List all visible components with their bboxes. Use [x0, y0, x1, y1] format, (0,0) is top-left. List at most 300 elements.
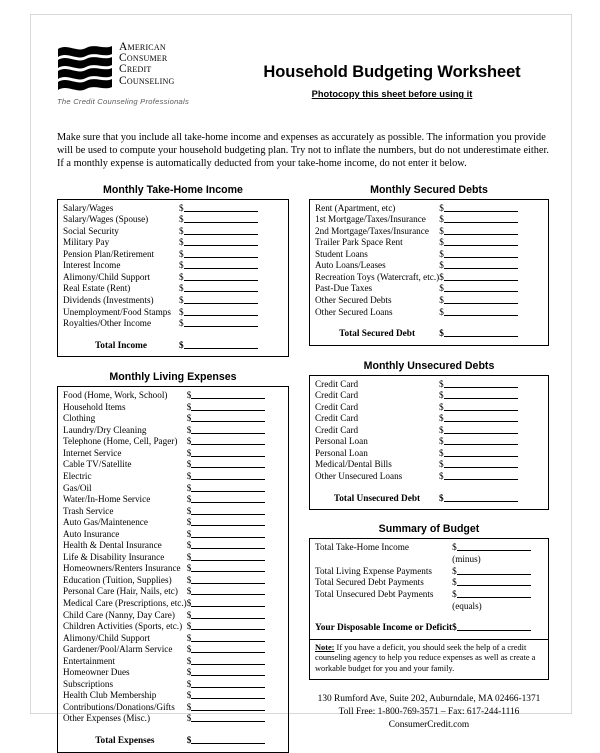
currency-symbol: $ [186, 655, 192, 666]
line-item-row [63, 260, 283, 272]
line-item-label: Credit Card [315, 390, 359, 401]
summary-amount-field[interactable] [452, 589, 543, 601]
line-item-amount-field[interactable] [179, 249, 283, 261]
blank-line[interactable] [184, 340, 258, 349]
note-label: Note: [315, 642, 335, 652]
secured-total-field[interactable] [439, 327, 543, 341]
line-item-amount-field[interactable] [439, 471, 543, 483]
line-item-label: Laundry/Dry Cleaning [63, 424, 147, 435]
blank-line[interactable] [444, 493, 518, 502]
blank-line[interactable] [191, 575, 265, 584]
expenses-total-field[interactable] [187, 734, 283, 748]
line-item-row [63, 598, 283, 610]
currency-symbol: $ [439, 413, 444, 424]
currency-symbol: $ [186, 574, 192, 585]
currency-symbol: $ [439, 390, 444, 401]
currency-symbol: $ [452, 577, 457, 588]
line-item-amount-field[interactable] [439, 307, 543, 319]
line-item-label: Royalties/Other Income [63, 318, 152, 329]
line-item-label: Health Club Membership [63, 690, 157, 701]
line-item-row [63, 540, 283, 552]
blank-line[interactable] [184, 307, 258, 316]
currency-symbol: $ [186, 632, 192, 643]
blank-line[interactable] [444, 425, 518, 434]
summary-result-label: Your Disposable Income or Deficit [315, 622, 453, 633]
summary-amount-field[interactable] [452, 542, 543, 554]
line-item-amount-field[interactable] [187, 713, 283, 725]
line-item-amount-field[interactable] [187, 390, 283, 402]
blank-line[interactable] [191, 494, 265, 503]
intro-line: Make sure that you include all take-home income and expenses as accurately as possible. The information you provide [57, 132, 546, 143]
line-item-label: Homeowners/Renters Insurance [63, 563, 181, 574]
line-item-row [315, 471, 543, 483]
line-item-label: Entertainment [63, 655, 116, 666]
currency-symbol: $ [179, 306, 184, 317]
blank-line[interactable] [184, 295, 258, 304]
note-line: counseling agency to help you reduce expenses as well as create [315, 653, 530, 663]
currency-symbol: $ [439, 306, 444, 317]
line-item-amount-field[interactable] [187, 529, 283, 541]
blank-line[interactable] [191, 471, 265, 480]
blank-line[interactable] [191, 529, 265, 538]
line-item-amount-field[interactable] [439, 390, 543, 402]
blank-line[interactable] [184, 283, 258, 292]
line-item-label: Alimony/Child Support [63, 271, 151, 282]
currency-symbol: $ [439, 328, 444, 339]
line-item-amount-field[interactable] [179, 237, 283, 249]
currency-symbol: $ [179, 214, 184, 225]
blank-line[interactable] [444, 459, 518, 468]
summary-label: Total Living Expense Payments [315, 565, 432, 576]
summary-amount-field[interactable] [452, 577, 543, 589]
line-item-amount-field[interactable] [439, 237, 543, 249]
line-item-row [63, 483, 283, 495]
section-title-living-expenses: Monthly Living Expenses [109, 371, 237, 384]
line-item-row [63, 494, 283, 506]
summary-label: Total Secured Debt Payments [315, 577, 424, 588]
line-item-row [315, 272, 543, 284]
living-expenses-box [57, 386, 289, 752]
note-line: a workable budget for you and your family. [315, 653, 536, 673]
line-item-label: Clothing [63, 413, 96, 424]
blank-line[interactable] [191, 610, 265, 619]
line-item-label: Rent (Apartment, etc) [315, 202, 396, 213]
blank-line[interactable] [184, 203, 258, 212]
line-item-amount-field[interactable] [179, 226, 283, 238]
line-item-amount-field[interactable] [439, 413, 543, 425]
currency-symbol: $ [439, 471, 444, 481]
line-item-row [63, 702, 283, 714]
blank-line[interactable] [191, 459, 265, 468]
line-item-row [315, 226, 543, 238]
line-item-amount-field[interactable] [187, 586, 283, 598]
line-item-row [315, 249, 543, 261]
blank-line[interactable] [191, 702, 265, 711]
line-item-label: Children Activities (Sports, etc.) [63, 621, 183, 632]
blank-line[interactable] [184, 226, 258, 235]
currency-symbol: $ [179, 248, 184, 259]
blank-line[interactable] [444, 413, 518, 422]
line-item-row [63, 679, 283, 691]
line-item-amount-field[interactable] [187, 436, 283, 448]
line-item-amount-field[interactable] [187, 494, 283, 506]
currency-symbol: $ [439, 214, 444, 225]
line-item-amount-field[interactable] [187, 667, 283, 679]
secured-debts-box [309, 199, 549, 346]
blank-line[interactable] [184, 272, 258, 281]
blank-line[interactable] [191, 552, 265, 561]
line-item-row [315, 413, 543, 425]
currency-symbol: $ [186, 713, 192, 724]
summary-amount-field[interactable] [452, 566, 543, 578]
expenses-total-label: Total Expenses [95, 736, 155, 747]
currency-symbol: $ [179, 283, 184, 294]
currency-symbol: $ [186, 598, 192, 609]
footer-phone: Toll Free: 1-800-769-3571 – Fax: 617-244-1116 [338, 707, 520, 718]
currency-symbol: $ [186, 701, 192, 712]
income-total-row [63, 339, 283, 353]
line-item-row [63, 448, 283, 460]
line-item-label: 1st Mortgage/Taxes/Insurance [315, 214, 426, 225]
blank-line[interactable] [444, 283, 518, 292]
blank-line[interactable] [444, 214, 518, 223]
blank-line[interactable] [191, 598, 265, 607]
intro-line: will be used to compute your household budgeting plan. Try not to inflate the numbers, but do not underestimate either. [57, 145, 549, 157]
line-item-amount-field[interactable] [187, 471, 283, 483]
summary-rows [315, 542, 543, 613]
brand-word-counseling: Counseling [119, 74, 175, 87]
blank-line[interactable] [184, 260, 258, 269]
blank-line[interactable] [457, 622, 531, 631]
currency-symbol: $ [186, 471, 192, 481]
line-item-label: Personal Loan [315, 447, 368, 458]
line-item-row [63, 283, 283, 295]
blank-line[interactable] [444, 226, 518, 235]
line-item-label: Student Loans [315, 248, 368, 259]
blank-line[interactable] [191, 517, 265, 526]
line-item-row [315, 425, 543, 437]
line-item-label: Credit Card [315, 413, 359, 424]
line-item-amount-field[interactable] [187, 517, 283, 529]
line-item-amount-field[interactable] [179, 295, 283, 307]
line-item-amount-field[interactable] [179, 283, 283, 295]
blank-line[interactable] [457, 577, 531, 586]
blank-line[interactable] [457, 542, 531, 551]
blank-line[interactable] [444, 249, 518, 258]
blank-line[interactable] [444, 390, 518, 399]
blank-line[interactable] [444, 307, 518, 316]
brand-tagline: The Credit Counseling Professionals [57, 97, 190, 106]
summary-operator: (equals) [452, 601, 482, 612]
blank-line[interactable] [191, 540, 265, 549]
footer-website[interactable]: ConsumerCredit.com [388, 719, 470, 730]
blank-line[interactable] [184, 237, 258, 246]
line-item-amount-field[interactable] [439, 249, 543, 261]
line-item-amount-field[interactable] [187, 540, 283, 552]
line-item-amount-field[interactable] [179, 214, 283, 226]
currency-symbol: $ [179, 294, 184, 305]
brand-block [57, 41, 235, 106]
line-item-amount-field[interactable] [439, 226, 543, 238]
summary-operator: (minus) [452, 553, 481, 564]
blank-line[interactable] [444, 402, 518, 411]
line-item-amount-field[interactable] [439, 379, 543, 391]
line-item-row [63, 295, 283, 307]
line-item-amount-field[interactable] [179, 272, 283, 284]
currency-symbol: $ [179, 318, 184, 329]
blank-line[interactable] [191, 633, 265, 642]
summary-result-field[interactable] [452, 622, 543, 635]
unsecured-total-field[interactable] [439, 492, 543, 506]
line-item-row [315, 459, 543, 471]
line-item-amount-field[interactable] [187, 402, 283, 414]
blank-line[interactable] [191, 621, 265, 630]
line-item-label: Recreation Toys (Watercraft, etc.) [315, 271, 440, 282]
currency-symbol: $ [439, 237, 444, 248]
blank-line[interactable] [191, 413, 265, 422]
line-item-amount-field[interactable] [187, 413, 283, 425]
currency-symbol: $ [186, 505, 192, 516]
currency-symbol: $ [186, 563, 192, 574]
blank-line[interactable] [191, 563, 265, 572]
line-item-amount-field[interactable] [187, 702, 283, 714]
line-item-label: Internet Service [63, 447, 122, 458]
line-item-row [315, 237, 543, 249]
line-item-amount-field[interactable] [187, 552, 283, 564]
blank-line[interactable] [191, 667, 265, 676]
currency-symbol: $ [186, 528, 192, 539]
blank-line[interactable] [191, 586, 265, 595]
blank-line[interactable] [191, 713, 265, 722]
blank-line[interactable] [191, 402, 265, 411]
line-item-label: Trash Service [63, 505, 114, 516]
blank-line[interactable] [444, 272, 518, 281]
blank-line[interactable] [184, 318, 258, 327]
line-item-row [63, 529, 283, 541]
line-item-row [315, 214, 543, 226]
note-text [315, 643, 543, 675]
line-item-amount-field[interactable] [179, 260, 283, 272]
line-item-label: Child Care (Nanny, Day Care) [63, 609, 175, 620]
line-item-amount-field[interactable] [439, 283, 543, 295]
blank-line[interactable] [444, 328, 518, 337]
line-item-row [63, 506, 283, 518]
currency-symbol: $ [186, 459, 192, 470]
blank-line[interactable] [191, 436, 265, 445]
line-item-row [315, 295, 543, 307]
line-item-row [63, 575, 283, 587]
currency-symbol: $ [179, 339, 184, 350]
line-item-amount-field[interactable] [439, 425, 543, 437]
currency-symbol: $ [186, 436, 192, 447]
currency-symbol: $ [439, 401, 444, 412]
secured-total-row [315, 327, 543, 341]
line-item-row [315, 307, 543, 319]
line-item-label: Personal Loan [315, 436, 368, 447]
income-total-field[interactable] [179, 339, 283, 353]
currency-symbol: $ [186, 690, 192, 701]
line-item-label: Other Secured Loans [315, 306, 393, 317]
section-title-unsecured-debts: Monthly Unsecured Debts [363, 359, 495, 372]
page-subtitle: Photocopy this sheet before using it [311, 89, 473, 99]
line-item-row [63, 690, 283, 702]
line-item-amount-field[interactable] [439, 436, 543, 448]
footer-block [309, 693, 549, 731]
summary-spacer [315, 554, 452, 566]
line-item-amount-field[interactable] [187, 644, 283, 656]
line-item-label: Education (Tuition, Supplies) [63, 574, 172, 585]
blank-line[interactable] [444, 379, 518, 388]
line-item-amount-field[interactable] [439, 272, 543, 284]
title-block [235, 41, 549, 99]
summary-operator-row [315, 554, 543, 566]
currency-symbol: $ [186, 609, 192, 620]
line-item-row [63, 644, 283, 656]
unsecured-debts-rows [315, 379, 543, 483]
blank-line[interactable] [191, 679, 265, 688]
line-item-label: Other Expenses (Misc.) [63, 713, 151, 724]
line-item-amount-field[interactable] [187, 425, 283, 437]
currency-symbol: $ [186, 678, 192, 689]
line-item-amount-field[interactable] [179, 203, 283, 215]
blank-line[interactable] [457, 589, 531, 598]
line-item-row [63, 633, 283, 645]
blank-line[interactable] [457, 566, 531, 575]
line-item-label: Auto Gas/Maintenence [63, 517, 148, 528]
line-item-amount-field[interactable] [187, 679, 283, 691]
line-item-amount-field[interactable] [187, 656, 283, 668]
blank-line[interactable] [444, 436, 518, 445]
line-item-label: Gardener/Pool/Alarm Service [63, 644, 173, 655]
blank-line[interactable] [191, 483, 265, 492]
currency-symbol: $ [186, 413, 192, 424]
line-item-label: Credit Card [315, 401, 359, 412]
line-item-row [315, 260, 543, 272]
line-item-amount-field[interactable] [179, 318, 283, 330]
note-box [309, 640, 549, 681]
line-item-row [63, 203, 283, 215]
blank-line[interactable] [444, 237, 518, 246]
line-item-amount-field[interactable] [439, 459, 543, 471]
line-item-amount-field[interactable] [187, 483, 283, 495]
blank-line[interactable] [191, 506, 265, 515]
line-item-amount-field[interactable] [439, 260, 543, 272]
line-item-label: Interest Income [63, 260, 121, 271]
unsecured-debts-box [309, 375, 549, 510]
line-item-row [315, 379, 543, 391]
page-header [57, 41, 549, 119]
line-item-amount-field[interactable] [187, 506, 283, 518]
intro-line: If a monthly expense is automatically deducted from your take-home income, do not enter it below. [57, 158, 467, 170]
blank-line[interactable] [191, 656, 265, 665]
currency-symbol: $ [186, 517, 192, 528]
line-item-label: Subscriptions [63, 678, 114, 689]
blank-line[interactable] [444, 448, 518, 457]
blank-line[interactable] [444, 203, 518, 212]
brand-word-american: American [119, 41, 166, 53]
line-item-label: Telephone (Home, Cell, Pager) [63, 436, 178, 447]
line-item-label: Salary/Wages [63, 202, 114, 213]
line-item-label: Pension Plan/Retirement [63, 248, 155, 259]
line-item-row [63, 471, 283, 483]
income-total-label: Total Income [94, 340, 148, 351]
line-item-label: Water/In-Home Service [63, 494, 151, 505]
summary-row [315, 542, 543, 554]
line-item-amount-field[interactable] [439, 402, 543, 414]
line-item-label: Personal Care (Hair, Nails, etc) [63, 586, 178, 597]
line-item-amount-field[interactable] [439, 203, 543, 215]
line-item-row [63, 621, 283, 633]
line-item-amount-field[interactable] [179, 307, 283, 319]
line-item-amount-field[interactable] [187, 621, 283, 633]
currency-symbol: $ [439, 271, 444, 282]
line-item-label: Life & Disability Insurance [63, 551, 165, 562]
blank-line[interactable] [184, 249, 258, 258]
line-item-amount-field[interactable] [187, 610, 283, 622]
currency-symbol: $ [452, 542, 457, 553]
line-item-amount-field[interactable] [187, 633, 283, 645]
currency-symbol: $ [439, 447, 444, 458]
blank-line[interactable] [191, 690, 265, 699]
blank-line[interactable] [191, 735, 265, 744]
line-item-label: Other Secured Debts [315, 294, 392, 305]
line-item-amount-field[interactable] [187, 575, 283, 587]
currency-symbol: $ [439, 294, 444, 305]
blank-line[interactable] [191, 390, 265, 399]
line-item-amount-field[interactable] [439, 448, 543, 460]
line-item-row [315, 390, 543, 402]
footer-address: 130 Rumford Ave, Suite 202, Auburndale, MA 02466-1371 [317, 694, 541, 705]
summary-row [315, 589, 543, 601]
blank-line[interactable] [184, 214, 258, 223]
income-rows [63, 203, 283, 330]
note-line: If you have a deficit, you should seek the help of a credit [334, 642, 527, 652]
blank-line[interactable] [444, 471, 518, 480]
currency-symbol: $ [452, 621, 457, 632]
currency-symbol: $ [439, 378, 444, 389]
line-item-row [63, 413, 283, 425]
currency-symbol: $ [186, 447, 192, 458]
line-item-label: Social Security [63, 225, 119, 236]
line-item-row [63, 436, 283, 448]
line-item-label: Health & Dental Insurance [63, 540, 162, 551]
line-item-amount-field[interactable] [187, 459, 283, 471]
blank-line[interactable] [191, 448, 265, 457]
line-item-amount-field[interactable] [187, 690, 283, 702]
page-title: Household Budgeting Worksheet [263, 63, 521, 81]
currency-symbol: $ [439, 260, 444, 271]
blank-line[interactable] [444, 295, 518, 304]
blank-line[interactable] [191, 644, 265, 653]
line-item-amount-field[interactable] [439, 214, 543, 226]
line-item-label: Real Estate (Rent) [63, 283, 131, 294]
blank-line[interactable] [191, 425, 265, 434]
line-item-row [63, 237, 283, 249]
brand-word-credit: Credit [119, 63, 152, 76]
blank-line[interactable] [444, 260, 518, 269]
line-item-label: Auto Insurance [63, 528, 120, 539]
summary-table [315, 542, 543, 635]
currency-symbol: $ [179, 271, 184, 282]
line-item-row [63, 586, 283, 598]
line-item-amount-field[interactable] [187, 598, 283, 610]
line-item-amount-field[interactable] [439, 295, 543, 307]
line-item-row [315, 436, 543, 448]
line-item-amount-field[interactable] [187, 448, 283, 460]
line-item-label: Cable TV/Satellite [63, 459, 132, 470]
line-item-amount-field[interactable] [187, 563, 283, 575]
line-item-label: Credit Card [315, 424, 359, 435]
